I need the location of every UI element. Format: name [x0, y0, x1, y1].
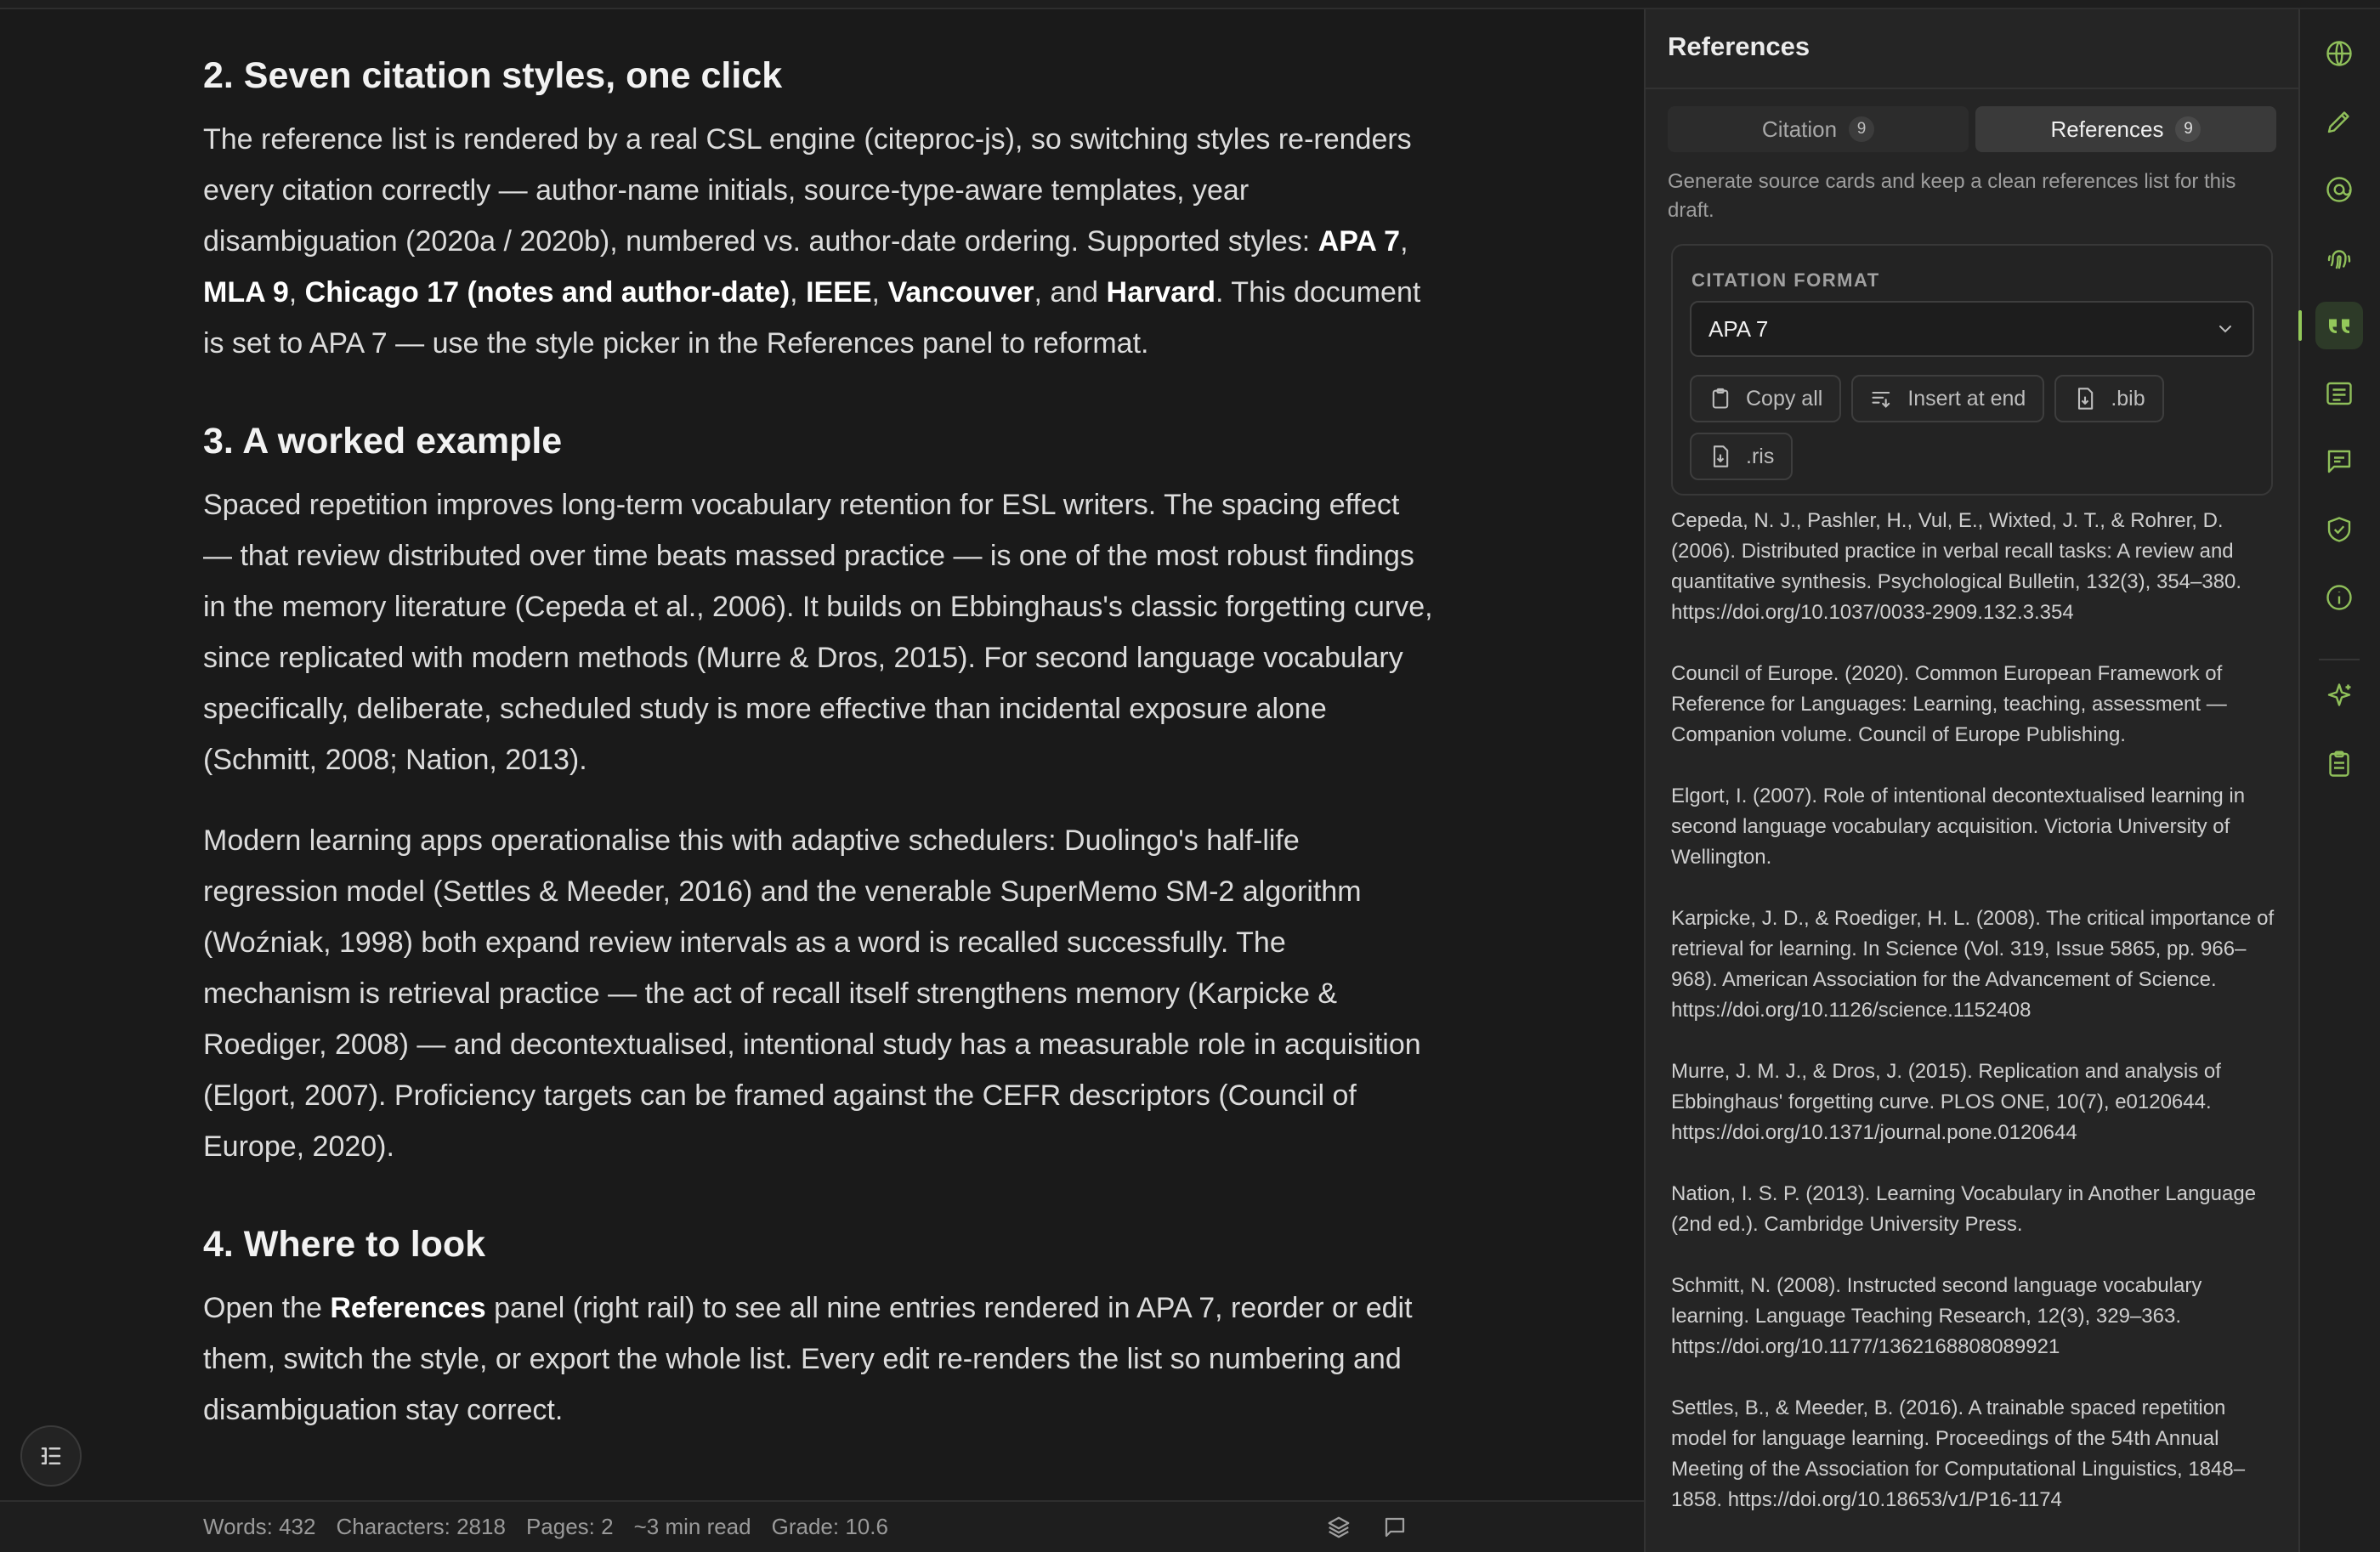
outline-toggle-button[interactable]	[20, 1425, 82, 1487]
globe-icon[interactable]	[2315, 30, 2363, 77]
reference-entry[interactable]: Nation, I. S. P. (2013). Learning Vocabulary in Another Language (2nd ed.). Cambridge University Press.	[1671, 1182, 2257, 1236]
export-bib-button[interactable]	[2054, 375, 2163, 422]
comment-icon[interactable]	[1382, 1515, 1408, 1540]
section-heading: 4. Where to look	[203, 1224, 486, 1265]
count-badge: 9	[1849, 116, 1874, 142]
panel-tabs	[1668, 106, 2276, 152]
page-count: Pages: 2	[525, 1514, 614, 1539]
paragraph: Spaced repetition improves long-term vocabulary retention for ESL writers. The spacing effect — that review distributed over time beats massed practice — is one of the most robust findings in the memory literature (Cepeda et al., 2006). It builds on Ebbinghaus's classic forgetting curve, since replicated with modern methods (Murre & Dros, 2015). For second language vocabulary specifically, deliberate, scheduled study is more effective than incidental exposure alone (Schmitt, 2008; Nation, 2013).	[203, 489, 1433, 776]
reference-entry[interactable]: Murre, J. M. J., & Dros, J. (2015). Replication and analysis of Ebbinghaus' forgetting curve. PLOS ONE, 10(7), e0120644. https://doi.org/10.1371/journal.pone.0120644	[1671, 1060, 2221, 1144]
paragraph: Open the References panel (right rail) to see all nine entries rendered in APA 7, reorder or edit them, switch the style, or export the whole list. Every edit re-renders the list so numbering and disambiguation stay correct.	[203, 1292, 1413, 1426]
file-download-icon	[2073, 387, 2097, 411]
button-label: Insert at end	[1907, 386, 2026, 411]
read-time: ~3 min read	[633, 1514, 751, 1539]
panel-description: Generate source cards and keep a clean references list for this draft.	[1668, 170, 2236, 222]
reference-entry[interactable]: Cepeda, N. J., Pashler, H., Vul, E., Wixted, J. T., & Rohrer, D. (2006). Distributed practice in verbal recall tasks: A review and quantitative synthesis. Psychological Bulletin, 132(3), 354–380. https://doi.org/10.1037/0033-2909.132.3.354	[1671, 509, 2242, 624]
button-label: .ris	[1746, 444, 1775, 468]
tab-references[interactable]	[1975, 106, 2276, 152]
clipboard-icon[interactable]	[2315, 740, 2363, 788]
clipboard-icon	[1708, 387, 1732, 411]
character-count: Characters: 2818	[336, 1514, 506, 1539]
selected-format: APA 7	[1708, 315, 1769, 342]
reference-entry[interactable]: Elgort, I. (2007). Role of intentional decontextualised learning in second language vocabulary acquisition. Victoria University of Wellington.	[1671, 784, 2246, 869]
tab-label: Citation	[1761, 116, 1838, 142]
document-body[interactable]	[203, 50, 1436, 1436]
reference-entry[interactable]: Karpicke, J. D., & Roediger, H. L. (2008). The critical importance of retrieval for learning. In Science (Vol. 319, Issue 5865, pp. 966–968). American Association for the Advancement of Science. https://doi.org/10.1126/science.1152408	[1671, 907, 2275, 1022]
right-rail	[2298, 9, 2380, 1552]
copy-all-button[interactable]	[1690, 375, 1841, 422]
grade-level: Grade: 10.6	[771, 1514, 888, 1539]
citation-format-card	[1671, 244, 2273, 496]
sparkle-icon[interactable]	[2315, 672, 2363, 720]
section-heading: 2. Seven citation styles, one click	[203, 55, 783, 96]
window-top-edge	[0, 0, 2380, 9]
button-label: .bib	[2111, 386, 2145, 411]
list-icon[interactable]	[2315, 370, 2363, 417]
pen-icon[interactable]	[2315, 98, 2363, 145]
insert-at-end-button[interactable]	[1851, 375, 2044, 422]
quote-icon[interactable]	[2315, 302, 2363, 349]
status-bar	[0, 1500, 1644, 1552]
reference-entry[interactable]: Council of Europe. (2020). Common European Framework of Reference for Languages: Learning, teaching, assessment — Companion volume. Council of Europe Publishing.	[1671, 662, 2227, 746]
active-indicator	[2298, 310, 2302, 341]
editor-area[interactable]	[0, 9, 1644, 1500]
count-badge: 9	[2175, 116, 2201, 142]
reference-entry[interactable]: Schmitt, N. (2008). Instructed second language vocabulary learning. Language Teaching Research, 12(3), 329–363. https://doi.org/10.1177/1362168808089921	[1671, 1274, 2202, 1358]
panel-title: References	[1668, 31, 1810, 61]
divider	[1646, 88, 2298, 89]
word-count: Words: 432	[203, 1514, 316, 1539]
tab-label: References	[2050, 116, 2164, 142]
fingerprint-icon[interactable]	[2315, 234, 2363, 281]
button-label: Copy all	[1746, 386, 1823, 411]
at-sign-icon[interactable]	[2315, 166, 2363, 213]
comment-icon[interactable]	[2315, 438, 2363, 485]
chevron-down-icon	[2215, 319, 2236, 339]
section-heading: 3. A worked example	[203, 421, 563, 462]
reference-entry[interactable]: Settles, B., & Meeder, B. (2016). A trainable spaced repetition model for language learning. Proceedings of the 54th Annual Meeting of the Association for Computational Linguistics, 1848–1858. https://doi.org/10.18653/v1/P16-1174	[1671, 1396, 2246, 1511]
info-icon[interactable]	[2315, 574, 2363, 621]
file-download-icon	[1708, 445, 1732, 468]
export-ris-button[interactable]	[1690, 433, 1793, 480]
rail-separator	[2319, 659, 2360, 660]
references-panel	[1644, 9, 2298, 1552]
insert-lines-icon	[1870, 387, 1894, 411]
layers-icon[interactable]	[1326, 1515, 1352, 1540]
reference-list	[1671, 506, 2276, 1546]
paragraph: The reference list is rendered by a real CSL engine (citeproc-js), so switching styles re-renders every citation correctly — author-name initials, source-type-aware templates, year disambiguation (2020a / 2020b), numbered vs. author-date ordering. Supported styles: APA 7, MLA 9, Chicago 17 (notes and author-date), IEEE, Vancouver, and Harvard. This document is set to APA 7 — use the style picker in the References panel to reformat.	[203, 123, 1421, 360]
paragraph: Modern learning apps operationalise this with adaptive schedulers: Duolingo's half-life regression model (Settles & Meeder, 2016) and the venerable SuperMemo SM-2 algorithm (Woźniak, 1998) both expand review intervals as a word is recalled successfully. The mechanism is retrieval practice — the act of recall itself strengthens memory (Karpicke & Roediger, 2008) — and decontextualised, intentional study has a measurable role in acquisition (Elgort, 2007). Proficiency targets can be framed against the CEFR descriptors (Council of Europe, 2020).	[203, 824, 1421, 1163]
citation-format-select[interactable]	[1690, 301, 2254, 357]
outline-icon	[38, 1443, 64, 1469]
citation-format-label: CITATION FORMAT	[1692, 269, 1880, 291]
tab-citation[interactable]	[1668, 106, 1969, 152]
shield-check-icon[interactable]	[2315, 506, 2363, 553]
